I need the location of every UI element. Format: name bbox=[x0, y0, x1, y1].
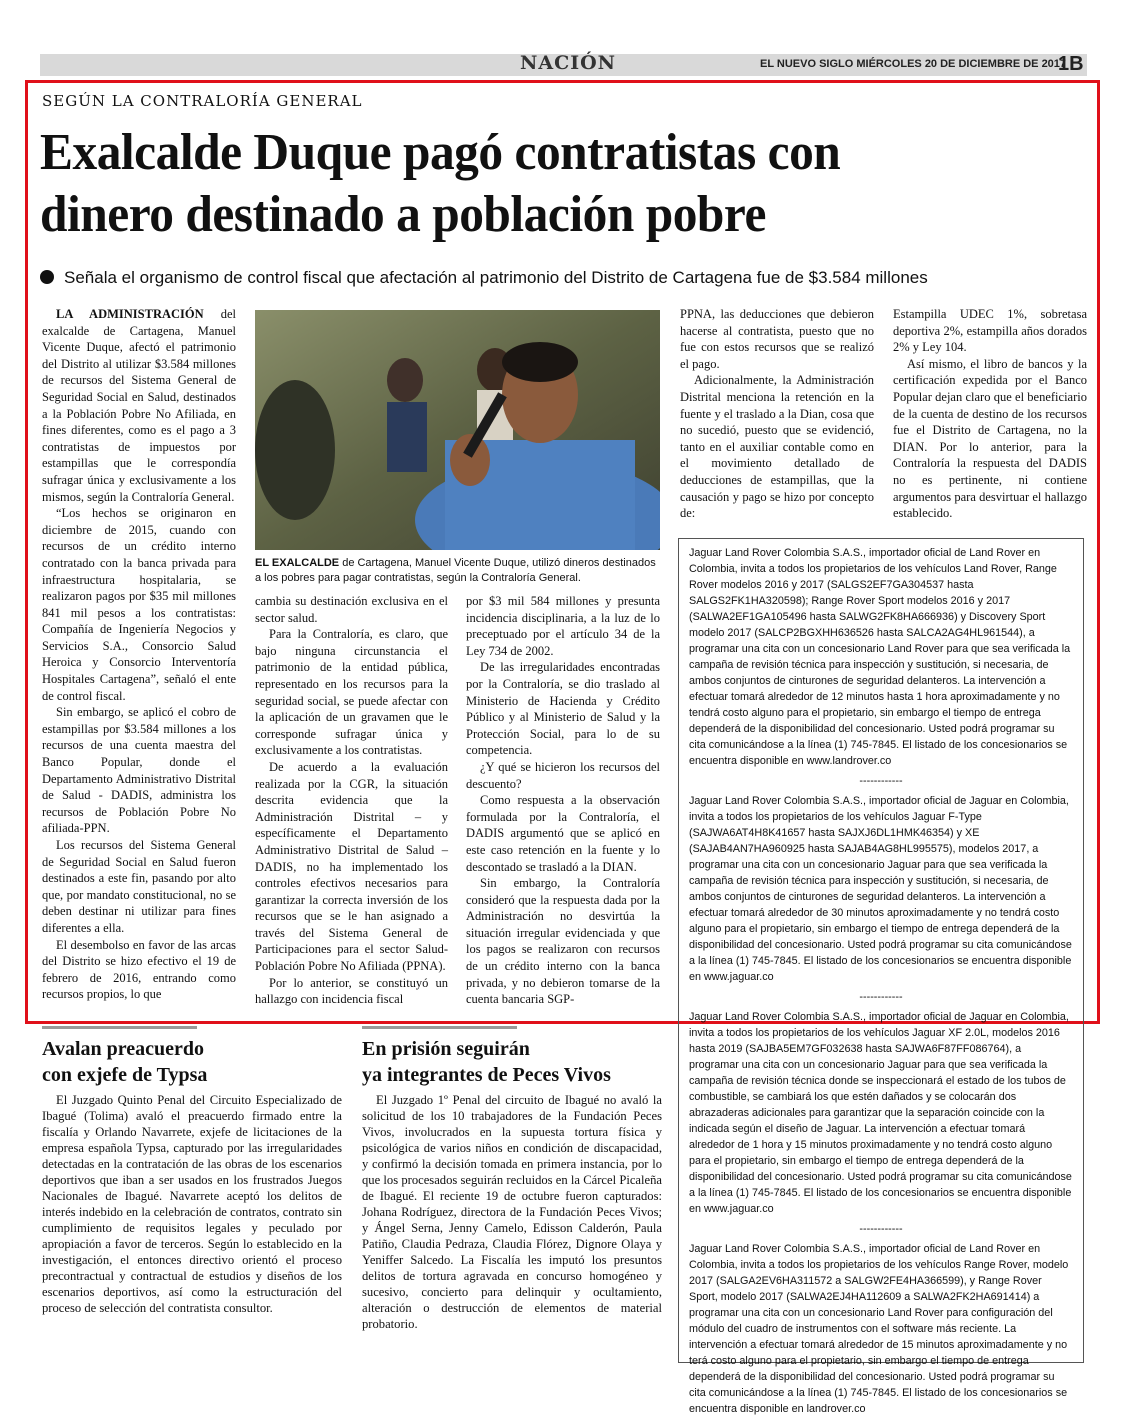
paragraph: Adicionalmente, la Administración Distrital menciona la retención en la fuente y el traslado a la Dian, cosa que no sucedió, puesto que se evidenció, tanto en el auxiliar contable como en el movimiento detallado de deducciones de estampillas, que la causación y pago se hizo por concepto de: bbox=[680, 373, 874, 521]
paragraph: El Juzgado Quinto Penal del Circuito Especializado de Ibagué (Tolima) avaló el preacuerdo firmado entre la fiscalía y Orlando Navarrete, exjefe de licitaciones de la empresa española Typsa, capturado por las irregularidades detectadas en la contratación de las obras de los escenarios deportivos que iban a ser usados en los frustrados Juegos Nacionales de Ibagué. Navarrete aceptó los delitos de interés indebido en la celebración de contratos, contrato sin cumplimiento de requisitos legales y peculado por apropiación a favor de terceros. Según lo establecido en la investigación, el entonces directivo orientó el proceso precontractual y contractual de estudios y diseños de los escenarios deportivos, así como la estructuración del proceso de selección del contratista consultor. bbox=[42, 1093, 342, 1315]
lead-in: LA ADMINISTRACIÓN bbox=[56, 307, 204, 321]
paragraph: por $3 mil 584 millones y presunta incidencia disciplinaria, a la luz de lo preceptuado por el artículo 34 de la Ley 734 de 2002. bbox=[466, 594, 660, 658]
title-line: ya integrantes de Peces Vivos bbox=[362, 1064, 611, 1086]
subheadline bbox=[40, 268, 1090, 288]
notice-landrover-seatbelts: Jaguar Land Rover Colombia S.A.S., importador oficial de Land Rover en Colombia, invita a todos los propietarios de los vehículos Land Rover, Range Rover modelos 2016 y 2017 (SALGS2EF7GA304537 hasta SALGS2FK1HA320598); Range Rover Sport modelos 2016 y 2017 (SALWA2EF1GA105496 hasta SALWG2FK8HA666936) y Discovery Sport modelo 2017 (SALCP2BGXHH636526 hasta SALCA2AG4HL961544), a programar una cita con un concesionario Land Rover para que sea verificada la campaña de revisión técnica para inspección y sustitución, si necesaria, de ambos conjuntos de cinturones de seguridad delanteros. La intervención a efectuar tomará alrededor de 12 minutos hasta 1 hora aproximadamente y no tendrá costo alguno para el propietario, sin embargo el tiempo de entrega dependerá de la disponibilidad del concesionario. Usted podrá programar su cita comunicándose a la línea (1) 745-7845. El listado de los concesionarios se encuentra disponible en www.landrover.co bbox=[689, 547, 1071, 767]
story-body-typsa bbox=[42, 1092, 342, 1316]
separator: ------------ bbox=[859, 1223, 903, 1235]
divider bbox=[42, 1026, 197, 1029]
photo-caption bbox=[255, 556, 660, 586]
notice-landrover-software: Jaguar Land Rover Colombia S.A.S., importador oficial de Land Rover en Colombia, invita a todos los propietarios de los vehículos Range Rover, modelo 2017 (SALGA2EV6HA311572 a SALGW2FE4HA366599), y Range Rover Sport, modelo 2017 (SALWA2EJ4HA112609 a SALWA2FK2HA691414) a programar una cita con un concesionario Land Rover para configuración del módulo del cuadro de instrumentos con el software más reciente. La intervención a efectuar tomará alrededor de 15 minutos aproximadamente y no terá costo alguno para el propietario, sin embargo el tiempo de entrega dependerá de la disponibilidad del concesionario. Usted podrá programar su cita comunicándose a la línea (1) 745-7845. El listado de los concesionarios se encuentra disponible en landrover.co bbox=[689, 1243, 1069, 1415]
article-column-2 bbox=[255, 593, 448, 1008]
paragraph: Sin embargo, la Contraloría consideró que la respuesta dada por la Administración no desvirtúa la situación irregular evidenciada y que los pagos se realizaron con recursos de un crédito interno con la banca privada, y no debieron tomarse de la cuenta bancaria SGP- bbox=[466, 876, 660, 1007]
paragraph: Los recursos del Sistema General de Seguridad Social en Salud fueron destinados a este fin, pasando por alto que, por mandato constitucional, no se deben destinar ni utilizar para fines diferentes a ella. bbox=[42, 838, 236, 935]
paragraph: Por lo anterior, se constituyó un hallazgo con incidencia fiscal bbox=[255, 975, 448, 1007]
separator: ------------ bbox=[859, 991, 903, 1003]
paragraph: ¿Y qué se hicieron los recursos del descuento? bbox=[466, 759, 660, 791]
story-title-peces-vivos bbox=[362, 1036, 662, 1088]
paragraph: De las irregularidades encontradas por la Contraloría, se dio traslado al Ministerio de Hacienda y Crédito Público y al Ministerio de Salud y la Protección Social, para lo de su competencia. bbox=[466, 660, 660, 758]
divider bbox=[362, 1026, 517, 1029]
headline-line-1: Exalcalde Duque pagó contratistas con bbox=[40, 124, 841, 181]
article-column-5 bbox=[893, 306, 1087, 522]
paragraph: El desembolso en favor de las arcas del Distrito se hizo efectivo el 19 de febrero de 2016, entrando como recursos propios, lo que bbox=[42, 937, 236, 1002]
paragraph: cambia su destinación exclusiva en el sector salud. bbox=[255, 594, 448, 625]
article-column-3 bbox=[466, 593, 660, 1008]
paragraph: De acuerdo a la evaluación realizada por la CGR, la situación descrita evidencia que la Administración Distrital – y específicamente el Departamento Administrativo Distrital de Salud –DADIS, no ha implementado los controles efectivos necesarios para garantizar la correcta inversión de los recursos que se le han asignado a través del Sistema General de Participaciones para el sector Salud- Población Pobre No Afiliada (PPNA). bbox=[255, 759, 448, 974]
paragraph: Para la Contraloría, es claro, que bajo ninguna circunstancia el patrimonio de la entidad pública, representado en los recursos para la seguridad social, se puede afectar con la aplicación de un gravamen que le corresponde sufragar única y exclusivamente a los contratistas. bbox=[255, 627, 448, 758]
article-column-4 bbox=[680, 306, 874, 522]
kicker: SEGÚN LA CONTRALORÍA GENERAL bbox=[42, 92, 363, 110]
paragraph: Sin embargo, se aplicó el cobro de estampillas por $3.584 millones a los recursos de una cuenta maestra del Banco Popular, donde el Departamento Administrativo Distrital de Salud - DADIS, administra los recursos de Población Pobre No afiliada-PPN. bbox=[42, 705, 236, 836]
title-line: Avalan preacuerdo bbox=[42, 1038, 205, 1060]
header-date: EL NUEVO SIGLO MIÉRCOLES 20 DE DICIEMBRE DE 2017 bbox=[760, 58, 1067, 70]
photo-illustration bbox=[255, 310, 660, 550]
paragraph: del exalcalde de Cartagena, Manuel Vicente Duque, afectó el patrimonio del Distrito al utilizar $3.584 millones de recursos del Sistema General de Seguridad Social en Salud, destinados a la Población Pobre No Afiliada, en fines diferentes, como es el pago a 3 contratistas de impuestos por estampillas que le correspondía sufragar única y exclusivamente a los mismos, según la Contraloría General. bbox=[42, 307, 236, 504]
subheadline-text: Señala el organismo de control fiscal que afectación al patrimonio del Distrito de Cartagena fue de $3.584 millones bbox=[64, 268, 928, 287]
paragraph: “Los hechos se originaron en diciembre de 2015, cuando con recursos de un crédito interno contratado con la banca privada para infraestructura hospitalaria, se realizaron pagos por $35 mil millones 841 mil pesos a los contratistas: Compañía de Ingeniería Negocios y Servicios S.A., Consorcio Salud Heroica y Consorcio Interventoría Hospitales Cartagena”, señaló el ente de control fiscal. bbox=[42, 506, 236, 703]
paragraph: Así mismo, el libro de bancos y la certificación expedida por el Banco Popular dejan claro que el beneficiario de la cuenta de destino de los recursos fue el Distrito de Cartagena, no la DIAN. Por lo anterior, para la Contraloría la respuesta del DADIS no es pertinente, ni contiene argumentos para desvirtuar el hallazgo establecido. bbox=[893, 356, 1087, 521]
title-line: En prisión seguirán bbox=[362, 1038, 530, 1060]
article-photo bbox=[255, 310, 660, 550]
headline bbox=[40, 122, 1028, 246]
paragraph: Como respuesta a la observación formulada por la Contraloría, el DADIS argumentó que se aplicó en este caso retención en la fuente y lo descontado se trasladó a la DIAN. bbox=[466, 793, 660, 874]
paragraph: PPNA, las deducciones que debieron hacerse al contratista, puesto que no fue con estos recursos que se realizó el pago. bbox=[680, 307, 874, 371]
title-line: con exjefe de Typsa bbox=[42, 1064, 208, 1086]
headline-line-2: dinero destinado a población pobre bbox=[40, 186, 766, 243]
page-number: 1B bbox=[1058, 53, 1084, 75]
recall-notice-box bbox=[678, 538, 1084, 1415]
notice-jaguar-seatbelts: Jaguar Land Rover Colombia S.A.S., importador oficial de Jaguar en Colombia, invita a todos los propietarios de los vehículos Jaguar F-Type (SAJWA6AT4H8K41657 hasta SAJXJ6DL1HMK46354) y XE (SAJAB4AN7HA960925 hasta SAJAB4AG8HL995575), modelos 2017, a programar una cita con un concesionario Jaguar para que sea verificada la campaña de revisión técnica para inspección y sustitución, si necesaria, de ambos conjuntos de cinturones de seguridad delanteros. La intervención a efectuar tomará alrededor de 30 minutos aproximadamente y no tendrá costo alguno para el propietario, sin embargo el tiempo de entrega dependerá de la disponibilidad del concesionario. Usted podrá programar su cita comunicándose a la línea (1) 745-7845. El listado de los concesionarios se encuentra disponible en www.jaguar.co bbox=[689, 795, 1072, 983]
bullet-icon bbox=[40, 270, 54, 284]
notice-jaguar-fuel: Jaguar Land Rover Colombia S.A.S., importador oficial de Jaguar en Colombia, invita a todos los propietarios de los vehículos Jaguar XF 2.0L, modelos 2016 hasta 2019 (SAJBA5EM7GF032638 hasta SAJWA6F87FF086764), a programar una cita con un concesionario Jaguar para que sea verificada la campaña de revisión técnica donde se inspeccionará el estado de los tubos de combustible, se cambiará los que estén dañados y se colocarán dos abrazaderas adicionales para garantizar que la separación coincide con la indicada según el diseño de Jaguar. La intervención a efectuar tomará alrededor de 1 hora y 15 minutos proximadamente y no tendrá costo alguno para el propietario, sin embargo el tiempo de entrega dependerá de la disponibilidad del concesionario. Usted podrá programar su cita comunicándose a la línea (1) 745-7845. El listado de los concesionarios se encuentra disponible en www.jaguar.co bbox=[689, 1011, 1072, 1215]
caption-text: de Cartagena, Manuel Vicente Duque, utilizó dineros destinados a los pobres para pagar contratistas, según la Contraloría General. bbox=[255, 557, 656, 584]
paragraph: Estampilla UDEC 1%, sobretasa deportiva 2%, estampilla años dorados 2% y Ley 104. bbox=[893, 307, 1087, 355]
separator: ------------ bbox=[859, 775, 903, 787]
caption-lead: EL EXALCALDE bbox=[255, 557, 340, 569]
article-column-1 bbox=[42, 306, 236, 1003]
paragraph: El Juzgado 1º Penal del circuito de Ibagué no avaló la solicitud de los 10 trabajadores de la Fundación Peces Vivos, involucrados en la supuesta tortura física y psicológica de varios niños en condición de discapacidad, y confirmó la decisión tomada en primera instancia, por lo que los procesados seguirán recluidos en la Cárcel Picaleña de Ibagué. El reciente 19 de octubre fueron capturados: Johana Rodríguez, directora de la Fundación Peces Vivos; y Ángel Serna, Jenny Camelo, Edisson Calderón, Paula Patiño, Claudia Pedraza, Claudia Flórez, Dignore Olaya y Yeniffer Salcedo. La Fiscalía les imputó los presuntos delitos de tortura agravada en concurso homogéneo y sucesivo, concierto para delinquir y ocultamiento, alteración o destrucción de elementos de material probatorio. bbox=[362, 1093, 662, 1331]
page-header bbox=[40, 50, 1087, 78]
story-title-typsa bbox=[42, 1036, 342, 1088]
story-body-peces-vivos bbox=[362, 1092, 662, 1332]
section-name: NACIÓN bbox=[520, 52, 617, 74]
